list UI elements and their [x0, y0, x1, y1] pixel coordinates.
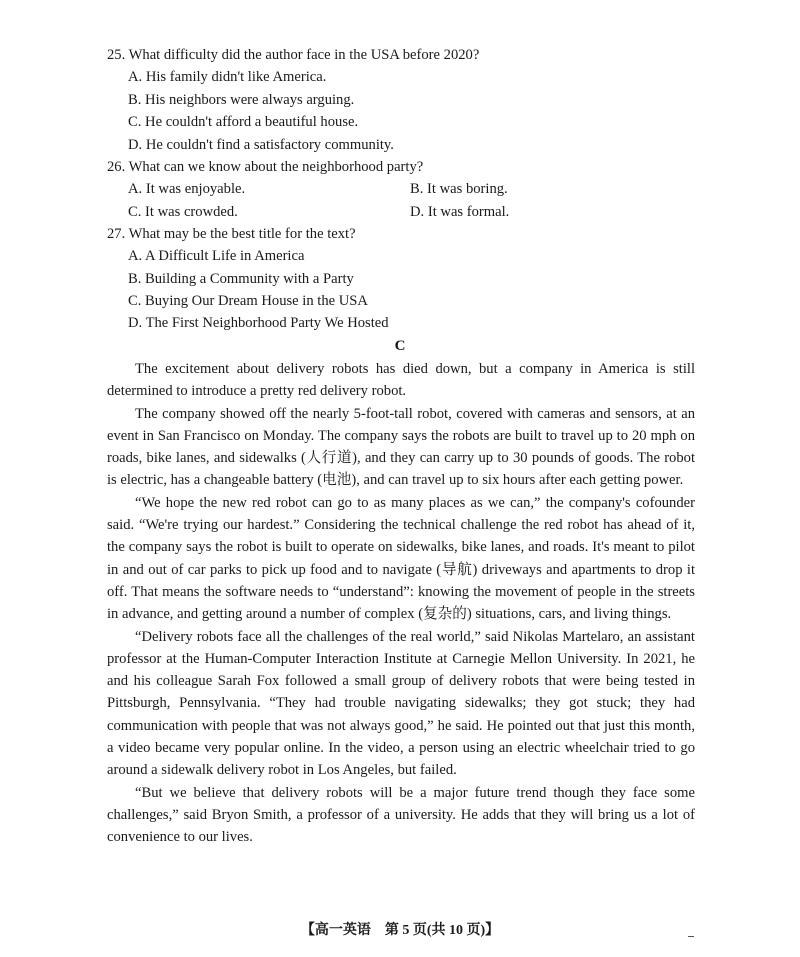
question-25-option-c: C. He couldn't afford a beautiful house.: [128, 114, 359, 130]
passage-paragraph: “We hope the new red robot can go to as many places as we can,” the company's cofounder said. “We're trying our hardest.” Considering the technical challenge the red robot has ahead of it, the company says the robot is built to operate on sidewalks, bike lanes, and roads. It's meant to pilot in and out of car parks to pick up food and to navigate (导航) driveways and apartments to drop it off. That means the software needs to “understand”: knowing the movement of people in the streets in advance, and getting around a number of complex (复杂的) situations, cars, and living things.: [107, 494, 695, 623]
question-26-stem: 26. What can we know about the neighborhood party?: [107, 159, 424, 175]
passage-paragraph: “But we believe that delivery robots will be a major future trend though they face some challenges,” said Bryon Smith, a professor of a university. He adds that they will bring us a lot of convenience to our lives.: [107, 784, 695, 846]
question-25-stem: 25. What difficulty did the author face in the USA before 2020?: [107, 47, 480, 63]
passage-c: [107, 358, 695, 849]
passage-paragraph: The company showed off the nearly 5-foot-tall robot, covered with cameras and sensors, at an event in San Francisco on Monday. The company says the robots are built to travel up to 20 mph on roads, bike lanes, and sidewalks (人行道), and they can carry up to 30 pounds of goods. The robot is electric, has a changeable battery (电池), and can travel up to six hours after each getting power.: [107, 405, 695, 489]
section-c-heading: C: [394, 338, 406, 354]
question-26-option-b: B. It was boring.: [410, 181, 508, 197]
question-27-option-a: A. A Difficult Life in America: [128, 248, 305, 264]
question-25-option-d: D. He couldn't find a satisfactory community.: [128, 137, 394, 153]
question-27-option-c: C. Buying Our Dream House in the USA: [128, 293, 368, 309]
question-27-option-b: B. Building a Community with a Party: [128, 271, 354, 287]
question-25-option-a: A. His family didn't like America.: [128, 69, 327, 85]
question-26-option-c: C. It was crowded.: [128, 204, 238, 220]
footer-mark: [688, 936, 694, 937]
question-27-stem: 27. What may be the best title for the text?: [107, 226, 356, 242]
passage-paragraph: The excitement about delivery robots has died down, but a company in America is still determined to introduce a pretty red delivery robot.: [107, 361, 695, 400]
question-26-option-a: A. It was enjoyable.: [128, 181, 246, 197]
passage-paragraph: “Delivery robots face all the challenges of the real world,” said Nikolas Martelaro, an assistant professor at the Human-Computer Interaction Institute at Carnegie Mellon University. In 2021, he and his colleague Sarah Fox followed a small group of delivery robots that were being tested in Pittsburgh, Pennsylvania. “They had trouble navigating sidewalks; they got stuck; they had communication with people that was not always good,” he said. He pointed out that just this month, a video became very popular online. In the video, a person using an electric wheelchair tried to go around a sidewalk delivery robot in Los Angeles, but failed.: [107, 628, 695, 779]
page-footer: 【高一英语 第 5 页(共 10 页)】: [300, 923, 500, 938]
question-27-option-d: D. The First Neighborhood Party We Hosted: [128, 315, 389, 331]
question-26-option-d: D. It was formal.: [410, 204, 510, 220]
question-25-option-b: B. His neighbors were always arguing.: [128, 92, 355, 108]
